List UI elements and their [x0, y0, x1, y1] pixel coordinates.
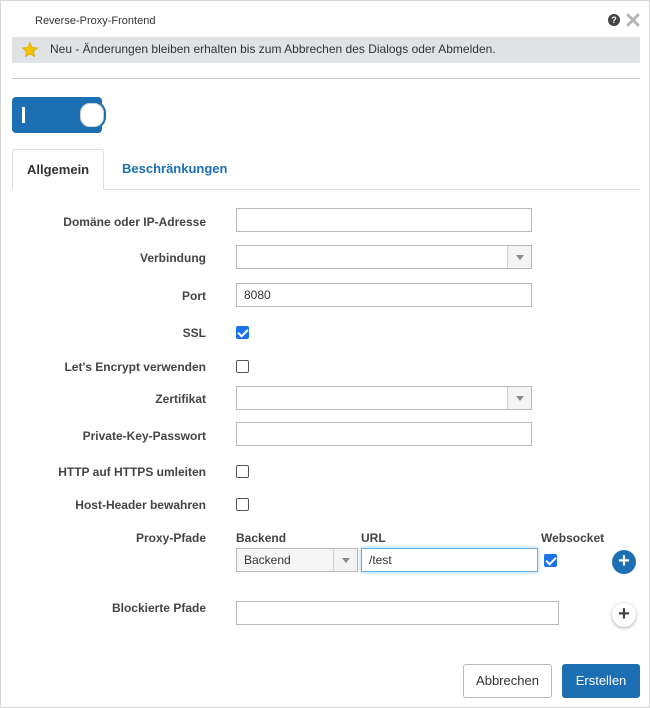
cancel-button[interactable]: Abbrechen	[463, 664, 552, 698]
host-header-checkbox[interactable]	[236, 498, 249, 511]
chevron-down-icon	[333, 549, 357, 571]
notice-text: Neu - Änderungen bleiben erhalten bis zum Abbrechen des Dialogs oder Abmelden.	[50, 42, 496, 56]
toggle-knob	[78, 101, 106, 129]
ssl-label: SSL	[182, 326, 206, 340]
letsencrypt-label: Let's Encrypt verwenden	[64, 360, 206, 374]
divider	[12, 78, 640, 79]
letsencrypt-checkbox[interactable]	[236, 360, 249, 373]
blocked-paths-label: Blockierte Pfade	[111, 601, 206, 615]
host-header-label: Host-Header bewahren	[75, 498, 206, 512]
add-proxy-path-button[interactable]: +	[612, 550, 636, 574]
create-button[interactable]: Erstellen	[562, 664, 640, 698]
close-icon[interactable]	[625, 12, 641, 28]
backend-column-header: Backend	[236, 531, 287, 545]
chevron-down-icon	[507, 246, 531, 268]
toggle-on-indicator	[22, 107, 25, 123]
private-key-password-input[interactable]	[236, 422, 532, 446]
domain-input[interactable]	[236, 208, 532, 232]
http-redirect-checkbox[interactable]	[236, 465, 249, 478]
certificate-label: Zertifikat	[155, 392, 206, 406]
connection-label: Verbindung	[140, 251, 206, 265]
dialog-title: Reverse-Proxy-Frontend	[35, 15, 156, 27]
websocket-column-header: Websocket	[541, 531, 605, 545]
tab-allgemein[interactable]: Allgemein	[12, 149, 104, 190]
star-icon	[21, 41, 39, 59]
blocked-paths-input[interactable]	[236, 601, 559, 625]
backend-select[interactable]	[236, 548, 358, 572]
tab-beschraenkungen[interactable]: Beschränkungen	[122, 161, 228, 176]
notice-banner	[12, 37, 640, 63]
connection-select[interactable]	[236, 245, 532, 269]
backend-value: Backend	[244, 553, 291, 567]
port-input[interactable]	[236, 283, 532, 307]
enable-toggle[interactable]	[12, 97, 102, 133]
chevron-down-icon	[507, 387, 531, 409]
private-key-password-label: Private-Key-Passwort	[82, 429, 206, 443]
tabs-divider	[12, 189, 640, 190]
url-column-header: URL	[361, 531, 386, 545]
websocket-checkbox[interactable]	[544, 554, 557, 567]
ssl-checkbox[interactable]	[236, 326, 249, 339]
url-input[interactable]	[361, 548, 538, 572]
certificate-select[interactable]	[236, 386, 532, 410]
port-label: Port	[182, 289, 206, 303]
proxy-paths-label: Proxy-Pfade	[135, 531, 206, 545]
domain-label: Domäne oder IP-Adresse	[63, 215, 206, 229]
http-redirect-label: HTTP auf HTTPS umleiten	[58, 465, 206, 479]
question-circle-icon[interactable]: ?	[608, 14, 620, 26]
add-blocked-path-button[interactable]: +	[612, 603, 636, 627]
